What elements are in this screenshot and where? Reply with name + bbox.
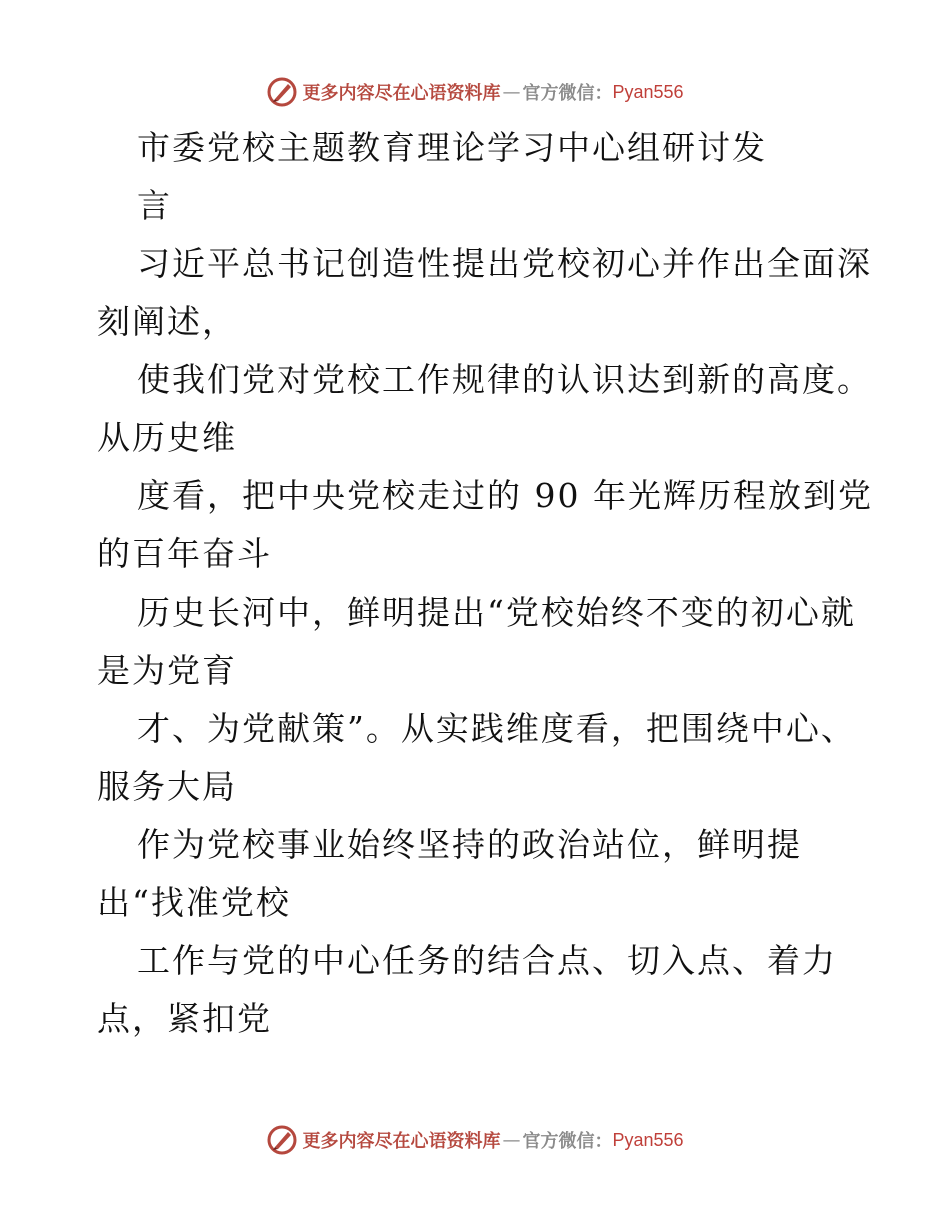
watermark-wechat-label: 官方微信： (522, 1131, 613, 1152)
paragraph-line: 度看，把中央党校走过的 90 年光辉历程放到党 (137, 476, 873, 515)
paragraph-line: 使我们党对党校工作规律的认识达到新的高度。 (137, 360, 872, 399)
footer-watermark (0, 1120, 950, 1160)
title-line-1: 市委党校主题教育理论学习中心组研讨发 (137, 128, 767, 167)
watermark-dash: — (502, 1129, 521, 1151)
paragraph-line: 习近平总书记创造性提出党校初心并作出全面深 (137, 244, 872, 283)
paragraph-line: 作为党校事业始终坚持的政治站位，鲜明提 (137, 825, 802, 864)
paragraph-line: 点，紧扣党 (97, 999, 272, 1038)
watermark-wechat-id: Pyan556 (612, 81, 684, 102)
paragraph-line: 刻阐述， (97, 302, 237, 341)
watermark-wechat-id: Pyan556 (612, 1129, 684, 1150)
watermark-text: 更多内容尽在心语资料库 (302, 83, 501, 104)
paragraph-line: 服务大局 (97, 767, 237, 806)
watermark-dash: — (502, 81, 521, 103)
paragraph-line: 的百年奋斗 (97, 534, 272, 573)
pen-circle-logo-icon (266, 1124, 298, 1156)
paragraph-line: 出“找准党校 (97, 883, 291, 922)
paragraph-line: 历史长河中，鲜明提出“党校始终不变的初心就 (137, 593, 856, 632)
paragraph-line: 才、为党献策”。从实践维度看，把围绕中心、 (137, 709, 856, 748)
watermark-text: 更多内容尽在心语资料库 (302, 1131, 501, 1152)
title-line-2: 言 (137, 186, 172, 225)
paragraph-line: 是为党育 (97, 651, 237, 690)
paragraph-line: 从历史维 (97, 418, 237, 457)
watermark-wechat-label: 官方微信： (522, 83, 613, 104)
paragraph-line: 工作与党的中心任务的结合点、切入点、着力 (137, 941, 837, 980)
